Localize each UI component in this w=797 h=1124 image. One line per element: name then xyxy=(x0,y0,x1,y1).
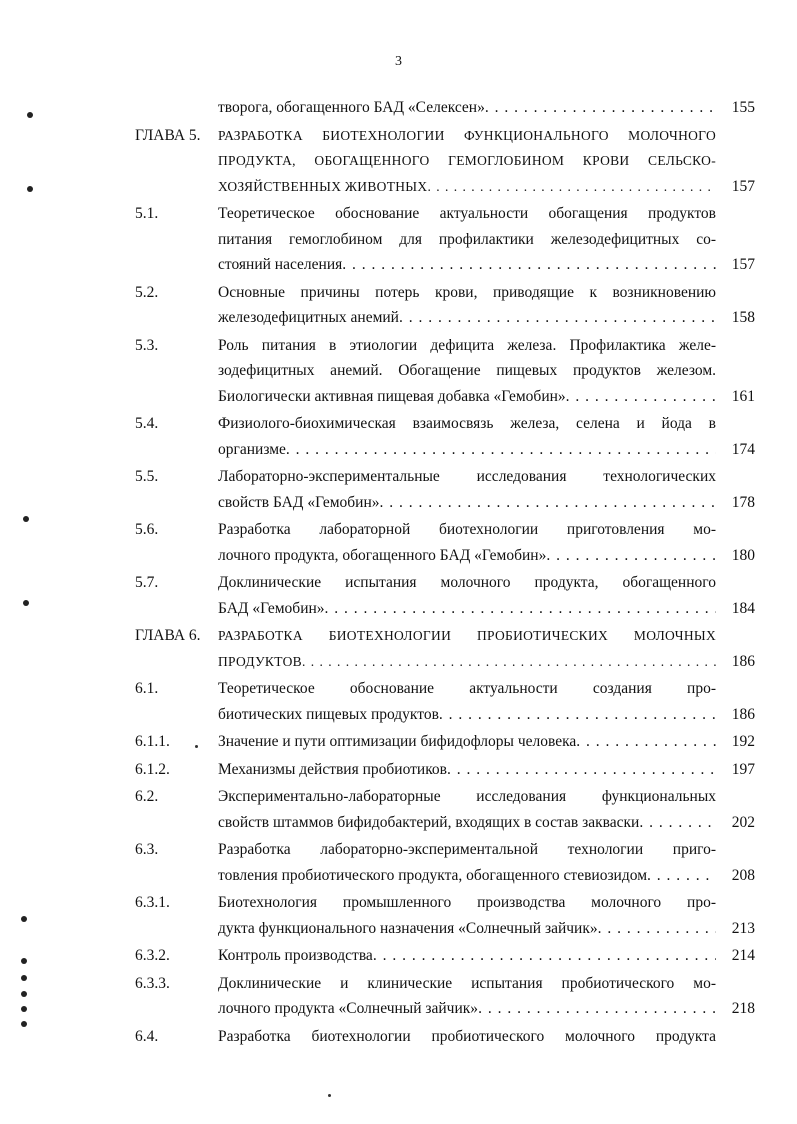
toc-entry-line xyxy=(218,490,716,516)
dot-leader xyxy=(399,305,716,331)
toc-entry-line-text: Значение и пути оптимизации бифидофлоры человека xyxy=(218,733,577,750)
toc-entry-number: 6.4. xyxy=(135,1027,159,1045)
dot-leader xyxy=(647,863,716,889)
dot-leader xyxy=(325,596,716,622)
toc-entry-title xyxy=(218,943,716,969)
toc-entry-page: 197 xyxy=(731,760,755,778)
toc-entry-number: 5.3. xyxy=(135,336,159,354)
dot-leader xyxy=(485,95,716,121)
toc-entry-title xyxy=(218,757,716,783)
toc-entry-page: 155 xyxy=(731,99,755,116)
dot-leader xyxy=(302,649,716,675)
toc-entry-line xyxy=(218,996,716,1022)
dot-leader xyxy=(546,543,716,569)
toc-entry-line: ПРОДУКТА, ОБОГАЩЕННОГО ГЕМОГЛОБИНОМ КРОВИ СЕЛЬСКО- xyxy=(218,153,716,168)
toc-entry-page: 184 xyxy=(731,599,755,617)
toc-entry-page: 161 xyxy=(731,387,755,405)
toc-entry-line xyxy=(218,649,716,675)
toc-entry xyxy=(0,676,797,727)
toc-entry-line xyxy=(218,702,716,728)
toc-entry xyxy=(0,729,797,755)
dot-leader xyxy=(286,437,716,463)
toc-entry-number: 5.5. xyxy=(135,468,159,485)
toc-entry-line xyxy=(218,305,716,331)
toc-entry-line-text: ПРОДУКТОВ xyxy=(218,653,302,669)
toc-entry xyxy=(0,890,797,941)
toc-entry-page: 178 xyxy=(731,493,755,511)
toc-entry-title xyxy=(218,676,716,727)
toc-entry xyxy=(0,623,797,674)
toc-entry-line: Роль питания в этиологии дефицита железа. Профилактика желе- xyxy=(218,336,716,354)
toc-entry-page: 214 xyxy=(731,947,755,964)
toc-entry-page: 186 xyxy=(731,652,755,670)
toc-entry-title xyxy=(218,837,716,888)
toc-entry-title xyxy=(218,123,716,200)
toc-entry-number: 6.3.2. xyxy=(135,947,170,964)
toc-entry-line: питания гемоглобином для профилактики железодефицитных со- xyxy=(218,230,716,248)
toc-entry-line-text: стояний населения xyxy=(218,256,343,273)
toc-entry-line-text: Контроль производства xyxy=(218,947,373,964)
toc-entry-line xyxy=(218,543,716,569)
toc-entry-number: 5.7. xyxy=(135,574,159,591)
toc-entry-line-text: свойств штаммов бифидобактерий, входящих в состав закваски xyxy=(218,813,640,831)
toc-entry-page: 208 xyxy=(731,866,755,884)
toc-entry-line-text: ХОЗЯЙСТВЕННЫХ ЖИВОТНЫХ xyxy=(218,178,428,194)
toc-entry-line-text: организме xyxy=(218,440,286,458)
toc-entry-line: Биотехнология промышленного производства молочного про- xyxy=(218,894,716,911)
scan-speck xyxy=(328,1094,331,1097)
toc-entry xyxy=(0,280,797,331)
toc-entry xyxy=(0,517,797,568)
toc-entry-line-text: биотических пищевых продуктов xyxy=(218,705,439,723)
toc-entry-page: 186 xyxy=(731,705,755,723)
toc-entry-line: РАЗРАБОТКА БИОТЕХНОЛОГИИ ПРОБИОТИЧЕСКИХ МОЛОЧНЫХ xyxy=(218,628,716,643)
toc-entry xyxy=(0,411,797,462)
dot-leader xyxy=(639,810,716,836)
toc-entry xyxy=(0,837,797,888)
toc-entry-number: 6.3.3. xyxy=(135,974,170,992)
toc-entry-title xyxy=(218,784,716,835)
toc-entry-line: Экспериментально-лабораторные исследования функциональных xyxy=(218,788,716,805)
toc-entry-number: 5.6. xyxy=(135,521,159,538)
toc-entry-line: РАЗРАБОТКА БИОТЕХНОЛОГИИ ФУНКЦИОНАЛЬНОГО МОЛОЧНОГО xyxy=(218,127,716,143)
toc-entry-title xyxy=(218,333,716,410)
toc-entry-line xyxy=(218,916,716,942)
dot-leader xyxy=(373,943,716,969)
toc-entry-page: 157 xyxy=(731,256,755,273)
dot-leader xyxy=(576,729,716,755)
toc-entry-line-text: свойств БАД «Гемобин» xyxy=(218,493,380,511)
toc-entry-number: 6.3. xyxy=(135,841,159,858)
toc-entry-number: ГЛАВА 6. xyxy=(135,627,201,644)
toc-entry-number: 6.2. xyxy=(135,788,159,805)
dot-leader xyxy=(566,384,716,410)
toc-entry-line: Разработка лабораторно-экспериментальной технологии приго- xyxy=(218,841,716,858)
toc-entry-title xyxy=(218,890,716,941)
toc-entry-line xyxy=(218,729,716,755)
toc-entry-line: Разработка биотехнологии пробиотического молочного продукта xyxy=(218,1027,716,1045)
toc-entry-line-text: БАД «Гемобин» xyxy=(218,599,325,617)
toc-entry xyxy=(0,784,797,835)
toc-entry-line: Основные причины потерь крови, приводящие к возникновению xyxy=(218,283,716,301)
toc-entry xyxy=(0,943,797,969)
toc-entry-line: Теоретическое обоснование актуальности создания про- xyxy=(218,680,716,697)
toc-entry xyxy=(0,757,797,783)
toc-entry-page: 180 xyxy=(731,546,755,564)
toc-entry-line-text: творога, обогащенного БАД «Селексен» xyxy=(218,99,485,116)
toc-entry xyxy=(0,95,797,121)
toc-entry-title xyxy=(218,623,716,674)
toc-entry-page: 157 xyxy=(731,177,755,195)
toc-entry-number: 6.1. xyxy=(135,680,159,697)
toc-entry-page: 213 xyxy=(731,919,755,937)
toc-entry-line: Физиолого-биохимическая взаимосвязь железа, селена и йода в xyxy=(218,415,716,432)
dot-leader xyxy=(427,174,716,200)
toc-entry-title xyxy=(218,201,716,278)
toc-entry-line: Лабораторно-экспериментальные исследования технологических xyxy=(218,468,716,485)
toc-entry-title xyxy=(218,411,716,462)
toc-entry-title xyxy=(218,570,716,621)
toc-entry xyxy=(0,570,797,621)
dot-leader xyxy=(447,757,716,783)
toc-entry-number: 5.4. xyxy=(135,415,159,432)
toc-entry-page: 202 xyxy=(731,813,755,831)
toc-entry-line-text: железодефицитных анемий xyxy=(218,309,399,326)
toc-entry-line xyxy=(218,174,716,200)
toc-entry-line xyxy=(218,863,716,889)
toc-entry-title xyxy=(218,464,716,515)
toc-entry-page: 192 xyxy=(731,733,755,750)
toc-entry xyxy=(0,201,797,278)
toc-entry-line xyxy=(218,384,716,410)
dot-leader xyxy=(342,252,716,278)
toc-entry-line-text: дукта функционального назначения «Солнечный зайчик» xyxy=(218,919,598,937)
toc-entry-line: Разработка лабораторной биотехнологии приготовления мо- xyxy=(218,521,716,538)
dot-leader xyxy=(478,996,716,1022)
toc-entry-line: Доклинические испытания молочного продукта, обогащенного xyxy=(218,574,716,591)
toc-entry-line-text: товления пробиотического продукта, обогащенного стевиозидом xyxy=(218,866,648,884)
toc-entry xyxy=(0,1024,797,1050)
toc-entry xyxy=(0,123,797,200)
toc-entry-line xyxy=(218,757,716,783)
toc-entry-line xyxy=(218,252,716,278)
toc-entry-line xyxy=(218,95,716,121)
toc-entry-line-text: лочного продукта «Солнечный зайчик» xyxy=(218,1000,479,1017)
toc-entry-line xyxy=(218,596,716,622)
toc-entry-number: 6.3.1. xyxy=(135,894,170,911)
dot-leader xyxy=(380,490,716,516)
toc-entry-title xyxy=(218,729,716,755)
toc-entry-title xyxy=(218,280,716,331)
table-of-contents xyxy=(0,95,797,1051)
toc-entry-number: 6.1.1. xyxy=(135,733,170,750)
toc-entry-line-text: Механизмы действия пробиотиков xyxy=(218,760,448,778)
toc-entry xyxy=(0,971,797,1022)
toc-entry-number: ГЛАВА 5. xyxy=(135,126,201,144)
toc-entry xyxy=(0,464,797,515)
page-number: 3 xyxy=(395,54,402,69)
toc-entry-line xyxy=(218,437,716,463)
toc-entry-page: 158 xyxy=(731,309,755,326)
toc-entry-number: 5.1. xyxy=(135,205,159,222)
toc-entry-line: зодефицитных анемий. Обогащение пищевых продуктов железом. xyxy=(218,362,716,379)
toc-entry-line-text: Биологически активная пищевая добавка «Гемобин» xyxy=(218,387,566,405)
toc-entry-title xyxy=(218,517,716,568)
toc-entry-page: 174 xyxy=(731,440,755,458)
toc-entry-title xyxy=(218,95,716,121)
toc-entry-line: Теоретическое обоснование актуальности обогащения продуктов xyxy=(218,205,716,222)
toc-entry-line: Доклинические и клинические испытания пробиотического мо- xyxy=(218,974,716,992)
toc-entry-title xyxy=(218,971,716,1022)
toc-entry-line-text: лочного продукта, обогащенного БАД «Гемобин» xyxy=(218,546,547,564)
dot-leader xyxy=(439,702,716,728)
toc-entry xyxy=(0,333,797,410)
toc-entry-line xyxy=(218,810,716,836)
dot-leader xyxy=(598,916,716,942)
toc-entry-page: 218 xyxy=(731,1000,755,1017)
toc-entry-line xyxy=(218,943,716,969)
toc-entry-number: 6.1.2. xyxy=(135,760,170,778)
toc-entry-title xyxy=(218,1024,716,1050)
toc-entry-number: 5.2. xyxy=(135,283,159,301)
